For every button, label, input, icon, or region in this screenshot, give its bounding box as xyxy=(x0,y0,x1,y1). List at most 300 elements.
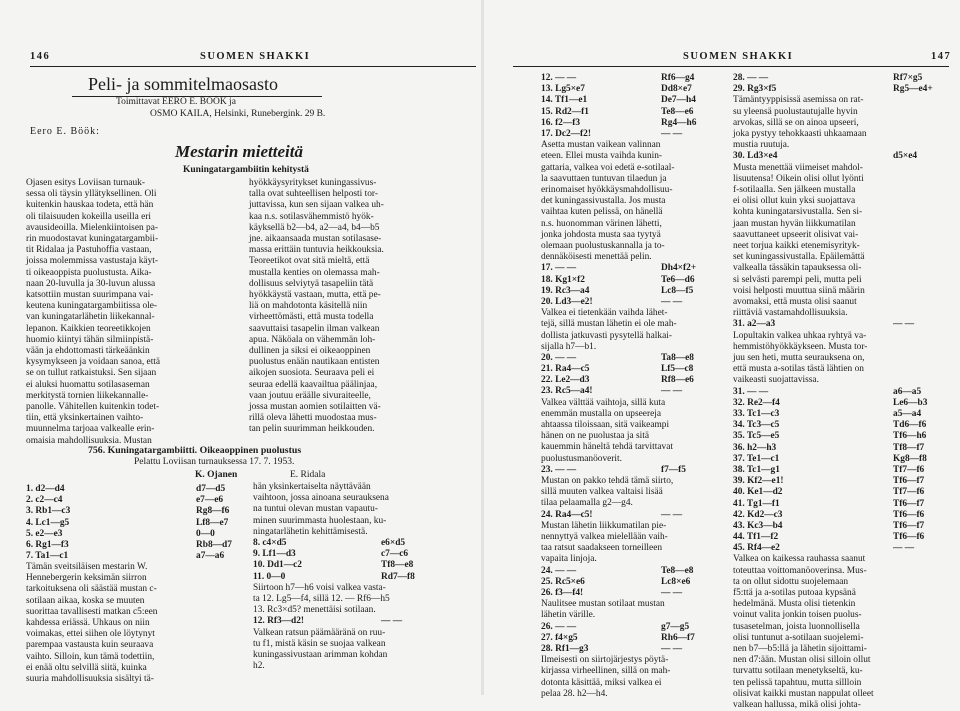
move-row xyxy=(541,622,731,633)
right-column-b xyxy=(733,73,951,711)
black-move: Rd7—f8 xyxy=(381,571,415,582)
white-move: 39. Kf2—e1! xyxy=(733,476,784,487)
text-line: hänen on ne puolustaa ja sitä xyxy=(541,431,650,442)
black-move: Lc8—f5 xyxy=(661,285,694,296)
text-line: suuria mahdollisuuksia sisältyi tä- xyxy=(26,674,154,685)
text-line: ahtaassa tiloissaan, sitä vaikeampi xyxy=(541,420,670,431)
text-line: riittäviä vastamahdollisuuksia. xyxy=(733,308,848,319)
white-move: 20. Ld3—e2! xyxy=(541,296,593,307)
move-row xyxy=(541,364,731,375)
black-move: Tf8—f7 xyxy=(893,442,925,453)
white-move: 31. — — xyxy=(733,386,769,397)
text-line: saavuttaneet upseerit olisivat vai- xyxy=(733,229,859,240)
move-row xyxy=(26,529,268,540)
text-line: enemmän mustalla on upseereja xyxy=(541,408,662,419)
move-row xyxy=(733,420,951,431)
text-line: kuningassivustaan arimman kohdan xyxy=(253,649,388,660)
white-move: 31. a2—a3 xyxy=(733,319,776,330)
text-line: panolle. Vähitellen kuitenkin todet- xyxy=(26,402,160,413)
text-line: vaihto. Silloin, kun tämä todettiin, xyxy=(26,651,155,662)
header-rule xyxy=(30,66,476,67)
text-line: voisi helposti muuttua siinä määrin xyxy=(733,285,865,296)
text-line: 13. Rc3×d5? menettäisi sotilaan. xyxy=(253,605,376,616)
text-line: Ojasen esitys Loviisan turnauk- xyxy=(26,178,145,188)
move-row xyxy=(733,387,951,398)
black-move: Ta8—e8 xyxy=(661,352,694,363)
move-row xyxy=(541,297,731,308)
move-row xyxy=(541,633,731,644)
black-move: Dd8×e7 xyxy=(661,84,692,95)
black-move: Tf7—f6 xyxy=(893,487,925,498)
move-row xyxy=(253,538,479,549)
move-row xyxy=(541,73,731,84)
move-row xyxy=(541,129,731,140)
white-move: 28. Rf1—g3 xyxy=(541,644,589,655)
text-line: tu f1, mistä käsin se suojaa valkean xyxy=(253,638,386,649)
text-line: sessa oli täysin yllätyksellinen. Oli xyxy=(26,189,157,200)
black-move: Te6—d6 xyxy=(661,274,695,285)
move-row xyxy=(733,454,951,465)
game-title: 756. Kuningatargambiitti. Oikeaoppinen puolustus xyxy=(88,445,302,456)
black-move: Tf6—f7 xyxy=(893,476,925,487)
text-line: seuraa edellä kaavailtua päälinjaa, xyxy=(249,379,378,390)
black-move: e7—e6 xyxy=(196,495,224,506)
black-move: Lf5—c8 xyxy=(661,364,694,375)
text-line: sotilaan aikaa, koska se muuten xyxy=(26,595,145,606)
white-move: 22. Le2—d3 xyxy=(541,375,590,386)
text-line: f5:ttä ja a-sotilas putoaa kypsänä xyxy=(733,588,856,599)
move-row xyxy=(733,319,951,330)
page-number: 146 xyxy=(30,51,51,62)
text-line: vaan joutuu eräälle sivuraiteelle, xyxy=(249,390,371,401)
text-line: hedelmänä. Musta olisi tietenkin xyxy=(733,599,856,610)
white-move: 16. f2—f3 xyxy=(541,117,581,128)
text-line: käyksellä b2—b4, a2—a4, b4—b5 xyxy=(249,222,380,233)
black-move: — — xyxy=(661,386,683,397)
text-line: dennäköisesti menettää pelin. xyxy=(541,252,652,263)
text-line: si selvästi parempi peli, mutta peli xyxy=(733,274,862,285)
black-move: Tf6—f7 xyxy=(893,520,925,531)
text-line: rin muodostavat kuningatargambii- xyxy=(26,234,159,245)
move-row xyxy=(26,518,268,529)
text-line: että musta a-sotilas tästä lähtien on xyxy=(733,364,864,375)
text-line: Tämän sveitsiläisen mestarin W. xyxy=(26,562,148,572)
white-move: 17. — — xyxy=(541,263,577,274)
black-move: d5×e4 xyxy=(893,151,918,162)
text-line: ei aluksi huomattu sotilasaseman xyxy=(26,379,150,390)
black-move: g7—g5 xyxy=(661,621,690,632)
white-move: 30. Ld3×e4 xyxy=(733,151,778,162)
move-row xyxy=(541,275,731,286)
text-line: Valkea on kaikessa rauhassa saanut xyxy=(733,554,866,565)
text-line: Ilmeisesti on siirtojärjestys pöytä- xyxy=(541,655,669,666)
text-line: van kuningatarlähetin liikekannal- xyxy=(26,312,155,323)
white-move: 4. Lc1—g5 xyxy=(26,517,70,528)
text-line: suorittaa tavallisesti matkan c5:een xyxy=(26,606,158,617)
move-row xyxy=(541,263,731,274)
text-line: vään ja ehdottomasti tärkeäänkin xyxy=(26,346,150,357)
black-move: f7—f5 xyxy=(661,464,686,475)
text-line: liä on mahdotonta käsitellä niin xyxy=(249,301,368,312)
right-column-a xyxy=(541,73,731,700)
article-column-4 xyxy=(253,482,479,672)
text-line: puolustus enään nautikaan entisten xyxy=(249,357,380,368)
text-line: dollista jatkuvasti pysytellä halkai- xyxy=(541,330,672,341)
right-page xyxy=(483,0,960,711)
white-move: 25. Rc5×e6 xyxy=(541,576,585,587)
text-line: katsottiin mustan suurimpana vai- xyxy=(26,290,154,301)
black-player: E. Ridala xyxy=(290,470,326,480)
white-move: 43. Kc3—b4 xyxy=(733,520,783,531)
text-line: neet torjua kaikki etenemisyrityk- xyxy=(733,241,860,251)
black-move: Rg8—f6 xyxy=(196,506,230,517)
white-move: 38. Tc1—g1 xyxy=(733,464,780,475)
text-line: kohta kuningatarsivustalla. Sen si- xyxy=(733,207,863,218)
black-move: Lf8—e7 xyxy=(196,517,229,528)
move-row xyxy=(541,577,731,588)
black-move: c7—c6 xyxy=(381,549,409,560)
white-move: 11. 0—0 xyxy=(253,571,286,582)
move-row xyxy=(253,549,479,560)
black-move: Rf6—g4 xyxy=(661,73,695,83)
move-row xyxy=(541,107,731,118)
white-move: 24. Ra4—c5! xyxy=(541,509,593,520)
white-move: 17. Dc2—f2! xyxy=(541,128,591,139)
move-row xyxy=(733,543,951,554)
text-line: tilaa pelaamalla g2—g4. xyxy=(541,498,633,509)
move-row xyxy=(733,499,951,510)
text-line: su yleensä puolustautujalle hyvin xyxy=(733,106,858,117)
move-row xyxy=(541,644,731,655)
text-line: ten pelissä tapahtuu, mutta sillloin xyxy=(733,677,862,688)
white-move: 9. Lf1—d3 xyxy=(253,549,296,560)
white-player: K. Ojanen xyxy=(195,470,238,480)
move-row xyxy=(541,465,731,476)
black-move: a6—a5 xyxy=(893,386,922,397)
section-title: Peli- ja sommitelmaosasto xyxy=(88,74,278,94)
white-move: 3. Rb1—c3 xyxy=(26,506,71,517)
black-move: Te8—e8 xyxy=(661,565,694,576)
white-move: 23. — — xyxy=(541,464,577,475)
text-line: Mustan lähetin liikkumatilan pie- xyxy=(541,520,667,531)
move-row xyxy=(733,84,951,95)
move-row xyxy=(541,84,731,95)
white-move: 26. f3—f4! xyxy=(541,588,584,599)
article-column-2 xyxy=(249,178,477,436)
move-row xyxy=(253,560,479,571)
text-line: lisuutensa! Oikein olisi ollut lyönti xyxy=(733,173,864,184)
move-row xyxy=(253,572,479,583)
text-line: kysymykseen ja voidaan sanoa, että xyxy=(26,357,161,368)
text-line: arvokas, sillä se on ainoa upseeri, xyxy=(733,117,859,128)
text-line: merkitystä tornien liikekannalle- xyxy=(26,390,149,401)
black-move: — — xyxy=(661,644,683,655)
black-move: a5—a4 xyxy=(893,409,922,419)
white-move: 12. Rf3—d2! xyxy=(253,616,305,627)
text-line: joissa molemmissa vastustaja käyt- xyxy=(26,256,159,267)
move-row xyxy=(541,375,731,386)
text-line: vaikeasti suojattavissa. xyxy=(733,375,819,386)
white-move: 12. — — xyxy=(541,73,577,83)
black-move: Dh4×f2+ xyxy=(661,263,697,274)
text-line: nennyttyä valkea mielellään vaih- xyxy=(541,532,668,543)
white-move: 7. Ta1—c1 xyxy=(26,551,69,562)
black-move: Lc8×e6 xyxy=(661,576,691,587)
white-move: 21. Ra4—c5 xyxy=(541,364,590,375)
running-head: SUOMEN SHAKKI xyxy=(200,51,311,62)
black-move: a7—a6 xyxy=(196,551,225,562)
text-line: kahdessa eriässä. Uhkaus on niin xyxy=(26,618,150,629)
text-line: Valkea ei tietenkään vaihda lähet- xyxy=(541,308,668,319)
white-move: 24. — — xyxy=(541,565,577,576)
text-line: ningatarlähetin kehittämisestä. xyxy=(253,526,368,537)
text-line: hyökkäystä vastaan, mutta, että pe- xyxy=(249,290,381,301)
text-line: hemmistöhyökkäykseen. Musta tor- xyxy=(733,341,868,352)
text-line: muunnelma tarjoaa valkealle erin- xyxy=(26,424,155,435)
white-move: 29. Rg3×f5 xyxy=(733,84,777,95)
move-row xyxy=(26,484,268,495)
text-line: valkealla tässäkin tapauksessa oli- xyxy=(733,263,862,274)
author-line: Eero E. Böök: xyxy=(30,126,100,137)
move-row xyxy=(733,409,951,420)
black-move: Rb8—d7 xyxy=(196,539,232,550)
text-line: Naulitsee mustan sotilaat mustan xyxy=(541,599,665,610)
move-row xyxy=(733,510,951,521)
text-line: vaihtaa kuten pelissä, on hänellä xyxy=(541,207,663,218)
article-column-3 xyxy=(26,562,250,685)
text-line: jne. aikaansaada mustan sotilasase- xyxy=(249,234,382,245)
text-line: vapaita linjoja. xyxy=(541,554,597,565)
text-line: aikojen suosiota. Seuraava peli ei xyxy=(249,368,375,379)
text-line: Lopultakin valkea uhkaa ryhtyä va- xyxy=(733,330,867,341)
text-line: jossa mustan aomien sotilaitten vä- xyxy=(249,402,381,413)
black-move: Rf7×g5 xyxy=(893,73,923,83)
move-row xyxy=(733,443,951,454)
move-row xyxy=(541,286,731,297)
text-line: dollisuus selviytyä tasapeliin tätä xyxy=(249,278,374,289)
black-move: — — xyxy=(893,319,915,330)
move-row xyxy=(733,151,951,162)
text-line: minen suurimmasta huolestaan, ku- xyxy=(253,515,387,526)
black-move: Rg5—e4+ xyxy=(893,84,933,95)
white-move: 14. Tf1—e1 xyxy=(541,95,588,106)
text-line: rillä oleva lähetti muodostaa mus- xyxy=(249,413,377,424)
text-line: sillä muuten valkea valtaisi lisää xyxy=(541,487,663,498)
text-line: juu sen heti, mutta seurauksena on, xyxy=(733,353,865,364)
running-head-right: SUOMEN SHAKKI xyxy=(683,51,794,62)
text-line: tejä, sillä mustan lähetin ei ole mah- xyxy=(541,319,677,330)
move-row xyxy=(733,431,951,442)
black-move: Le6—b3 xyxy=(893,397,928,408)
black-move: Kg8—f8 xyxy=(893,453,927,464)
page-number-right: 147 xyxy=(931,51,952,62)
white-move: 33. Tc1—c3 xyxy=(733,409,780,419)
text-line: turvattu sotilaan menetykseltä, ku- xyxy=(733,666,863,677)
text-line: ta 12. Lg5—f4, sillä 12. — Rf6—h5 xyxy=(253,593,390,604)
text-line: set kuningassivustalla. Epäilemättä xyxy=(733,252,865,263)
text-line: pelaa 28. h2—h4. xyxy=(541,688,608,699)
white-move: 36. h2—h3 xyxy=(733,442,777,453)
text-line: voimakas, ettei siihen ole löytynyt xyxy=(26,629,155,640)
black-move: De7—h4 xyxy=(661,95,696,106)
move-row xyxy=(733,487,951,498)
text-line: juttavissa, kun sen sijaan valkea uh- xyxy=(249,200,384,211)
text-line: keutena kuningatargambiitissa ole- xyxy=(26,301,158,312)
black-move: — — xyxy=(893,543,915,554)
move-row xyxy=(541,588,731,599)
black-move: — — xyxy=(661,588,683,599)
article-title: Mestarin mietteitä xyxy=(175,142,303,161)
editors-line-1: Toimittavat EERO E. BÖÖK ja xyxy=(116,97,236,107)
text-line: det kuningassivustalla. Jos musta xyxy=(541,196,666,207)
white-move: 42. Kd2—c3 xyxy=(733,509,783,520)
text-line: erinomaiset hyökkäysmahdollisuu- xyxy=(541,184,673,195)
text-line: gattaria, valkea voi edetä e-sotilaal- xyxy=(541,162,675,173)
text-line: kauemmin häneltä tehdä tarvittavat xyxy=(541,442,673,453)
text-line: nen d7:ään. Mustan olisi silloin ollut xyxy=(733,655,871,666)
left-page xyxy=(0,0,483,695)
black-move: 0—0 xyxy=(196,528,215,539)
text-line: joka pystyy tehokkaasti uhkaamaan xyxy=(733,128,867,139)
text-line: h2. xyxy=(253,661,265,672)
text-line: tit Ridalaa ja Pastuhoffia vastaan, xyxy=(26,245,152,256)
text-line: hyökkäysyritykset kuningassivus- xyxy=(249,178,377,188)
text-line: virheettömästi, että musta todella xyxy=(249,312,374,323)
black-move: e6×d5 xyxy=(381,538,406,549)
white-move: 6. Rg1—f3 xyxy=(26,539,69,550)
white-move: 19. Rc3—a4 xyxy=(541,285,590,296)
white-move: 5. e2—e3 xyxy=(26,528,63,539)
text-line: nen b7—b5:llä ja lähetin sijoittami- xyxy=(733,644,867,655)
black-move: Tf6—h6 xyxy=(893,431,927,442)
text-line: apua. Näköala on vähemmän loh- xyxy=(249,334,376,345)
move-row xyxy=(253,616,479,627)
text-line: Valkea välttää vaihtoja, sillä kuta xyxy=(541,397,666,408)
white-move: 32. Re2—f4 xyxy=(733,397,780,408)
white-move: 34. Tc3—c5 xyxy=(733,420,780,431)
text-line: parempaa vastausta kuin seuraava xyxy=(26,640,154,651)
move-list xyxy=(26,484,268,562)
text-line: n.s. huonomman värinen lähetti, xyxy=(541,218,662,229)
text-line: Valkean ratsun päämääränä on ruu- xyxy=(253,627,386,638)
move-row xyxy=(26,506,268,517)
move-row xyxy=(26,540,268,551)
text-line: ta on ollut sidottu suojelemaan xyxy=(733,576,849,587)
white-move: 20. — — xyxy=(541,352,577,363)
move-row xyxy=(733,465,951,476)
black-move: d7—d5 xyxy=(196,484,226,494)
white-move: 35. Tc5—e5 xyxy=(733,431,780,442)
move-row xyxy=(541,353,731,364)
move-row xyxy=(26,551,268,562)
text-line: dotonta käsittää, miksi valkea ei xyxy=(541,677,662,688)
black-move: Tf8—e8 xyxy=(381,560,414,571)
text-line: na tuntui olevan mustan vapautu- xyxy=(253,504,378,515)
text-line: massa erittäin tuntuvia heikkouksia. xyxy=(249,245,384,256)
move-row xyxy=(541,118,731,129)
black-move: Rf8—e6 xyxy=(661,375,694,386)
text-line: ei olisi ollut kuin yksi suojattava xyxy=(733,196,856,207)
text-line: kaa n.s. sotilasvähemmistö hyök- xyxy=(249,211,374,222)
move-row xyxy=(733,521,951,532)
black-move: — — xyxy=(381,616,403,627)
text-line: talla ovat suhteellisen helposti tor- xyxy=(249,189,378,200)
text-line: toteuttaa voittomanöoverinsa. Mus- xyxy=(733,565,867,576)
white-move: 37. Te1—c1 xyxy=(733,453,780,464)
text-line: tan pelin suurimman heikkouden. xyxy=(249,424,375,435)
white-move: 28. — — xyxy=(733,73,769,83)
white-move: 15. Rd2—f1 xyxy=(541,106,589,117)
game-played: Pelattu Loviisan turnauksessa 17. 7. 1953. xyxy=(134,457,295,467)
white-move: 2. c2—c4 xyxy=(26,495,63,506)
text-line: eteen. Ellei musta vaihda kunin- xyxy=(541,151,663,162)
text-line: saavuttaisi tasapelin ilman valkean xyxy=(249,323,380,334)
move-row xyxy=(541,510,731,521)
white-move: 45. Rf4—e2 xyxy=(733,543,780,554)
text-line: tiin, että yksinkertainen vaihto- xyxy=(26,413,144,424)
text-line: Hennebergerin keksimän siirron xyxy=(26,573,147,584)
text-line: dullinen ja siksi ei oikeaoppinen xyxy=(249,346,371,357)
text-line: Teoreetikot ovat sitä mieltä, että xyxy=(249,256,370,267)
text-line: olemaan puolustuskannalla ja to- xyxy=(541,240,665,251)
white-move: 8. c4×d5 xyxy=(253,538,287,549)
black-move: Td6—f6 xyxy=(893,420,927,431)
black-move: Te8—e6 xyxy=(661,106,694,117)
black-move: Tf6—f7 xyxy=(893,498,925,509)
white-move: 26. — — xyxy=(541,621,577,632)
move-row xyxy=(733,532,951,543)
move-row xyxy=(541,566,731,577)
text-line: Mustan on pakko tehdä tämä siirto, xyxy=(541,476,674,487)
black-move: — — xyxy=(661,509,683,520)
white-move: 18. Kg1×f2 xyxy=(541,274,585,285)
text-line: Tämäntyyppisissä asemissa on rat- xyxy=(733,95,864,106)
text-line: puolustusmanöoverit. xyxy=(541,453,622,464)
text-line: jonka johdosta musta saa tyytyä xyxy=(541,229,661,240)
text-line: kirjassa virheellinen, sillä on mah- xyxy=(541,666,671,677)
text-line: mustia ruutuja. xyxy=(733,140,790,151)
text-line: f-sotilaalla. Sen jälkeen mustalla xyxy=(733,184,856,195)
text-line: vaihtoon, jossa ainoana seurauksena xyxy=(253,493,389,504)
text-line: ti oikeaoppista puolustusta. Aika- xyxy=(26,267,152,278)
text-line: olisi tuntunut a-sotilaan suojelemi- xyxy=(733,632,864,643)
header-rule-right xyxy=(513,66,949,67)
text-line: kuitenkin hauskaa todeta, että hän xyxy=(26,200,154,211)
black-move: Tf6—f6 xyxy=(893,509,925,520)
editors-line-2: OSMO KAILA, Helsinki, Runebergink. 29 B. xyxy=(150,109,326,119)
text-line: avausideoilla. Mielenkiintoisen pa- xyxy=(26,222,158,233)
white-move: 13. Lg5×e7 xyxy=(541,84,585,95)
text-line: se on tullut ratkaistuksi. Sen sijaan xyxy=(26,368,157,379)
text-line: oli tilaisuuden kokeilla useilla eri xyxy=(26,211,151,222)
text-line: mustalla kenties on olemassa mah- xyxy=(249,267,380,278)
article-subtitle: Kuningatargambiitin kehitystä xyxy=(183,165,309,175)
text-line: naan 20-luvulla ja 30-luvun alussa xyxy=(26,278,156,289)
text-line: hän yksinkertaiselta näyttävään xyxy=(253,482,371,492)
text-line: avomaksi, että musta olisi saanut xyxy=(733,297,857,308)
white-move: 44. Tf1—f2 xyxy=(733,532,779,543)
white-move: 27. f4×g5 xyxy=(541,632,578,643)
text-line: voinut valita jonkin toisen puolus- xyxy=(733,610,862,621)
text-line: taa ratsut saadakseen torneilleen xyxy=(541,543,663,554)
move-row xyxy=(733,398,951,409)
text-line: tarkoituksena oli säästää mustan c- xyxy=(26,584,157,595)
text-line: Asetta mustan vaikean valinnan xyxy=(541,140,661,151)
text-line: lepanon. Kaikkien teoreetikkojen xyxy=(26,323,151,334)
move-row xyxy=(541,386,731,397)
move-row xyxy=(541,95,731,106)
article-column-1 xyxy=(26,178,246,447)
